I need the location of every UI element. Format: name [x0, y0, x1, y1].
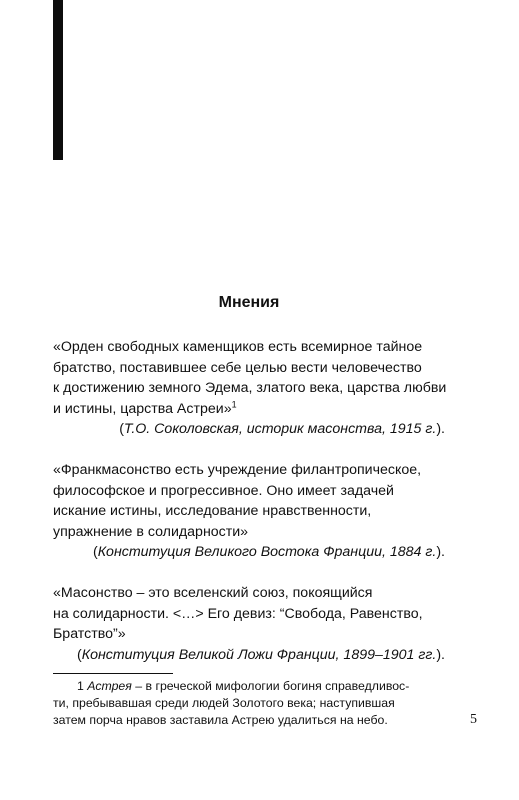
quote-line-text: и истины, царства Астреи» [53, 400, 232, 417]
footnote-line [53, 678, 445, 695]
footnote-number: 1 [77, 679, 84, 693]
footnote-divider [53, 673, 173, 674]
attribution-text: Конституция Великого Востока Франции, 1884 г. [97, 544, 437, 560]
footnote-line: затем порча нравов заставила Астрею удалиться на небо. [53, 713, 388, 727]
attribution-text: Конституция Великой Ложи Франции, 1899–1901 гг. [81, 646, 437, 663]
quote-line: на солидарности. <…> Его девиз: “Свобода, Равенство, [53, 605, 423, 622]
footnote-ref: 1 [231, 398, 237, 409]
quote-line: философское и прогрессивное. Оно имеет задачей [53, 482, 394, 499]
footnote-line: ти, пребывавшая среди людей Золотого века; наступившая [53, 696, 395, 710]
section-heading: Мнения [218, 294, 280, 311]
quote-line: «Орден свободных каменщиков есть всемирное тайное [53, 339, 423, 355]
quote-block [53, 460, 445, 563]
quote-line: к достижению земного Эдема, златого века, царства любви [53, 380, 447, 396]
quote-line: «Масонство – это вселенский союз, покоящийся [53, 585, 373, 601]
quote-line: Братство”» [53, 626, 126, 642]
quote-attribution: (Конституция Великого Востока Франции, 1884 г.). [92, 544, 445, 560]
quote-block [53, 337, 445, 440]
quote-line: «Франкмасонство есть учреждение филантропическое, [53, 462, 422, 478]
footnote-term: Астрея [87, 679, 132, 693]
decorative-vertical-bar [53, 0, 63, 160]
quote-line [53, 399, 445, 420]
quote-line: упражнение в солидарности» [53, 523, 249, 540]
footnote [53, 678, 445, 729]
footnote-text: – в греческой мифологии богиня справедливос- [131, 679, 410, 693]
quote-attribution: (Т.О. Соколовская, историк масонства, 1915 г.). [119, 421, 445, 437]
quote-line: братство, поставившее себе целью вести человечество [53, 359, 422, 376]
quote-attribution: (Конституция Великой Ложи Франции, 1899–1901 гг.). [76, 646, 445, 663]
quote-block [53, 583, 445, 665]
page-number: 5 [470, 712, 477, 727]
attribution-text: Т.О. Соколовская, историк масонства, 1915 г. [123, 421, 437, 437]
quote-line: искание истины, исследование нравственности, [53, 503, 372, 519]
